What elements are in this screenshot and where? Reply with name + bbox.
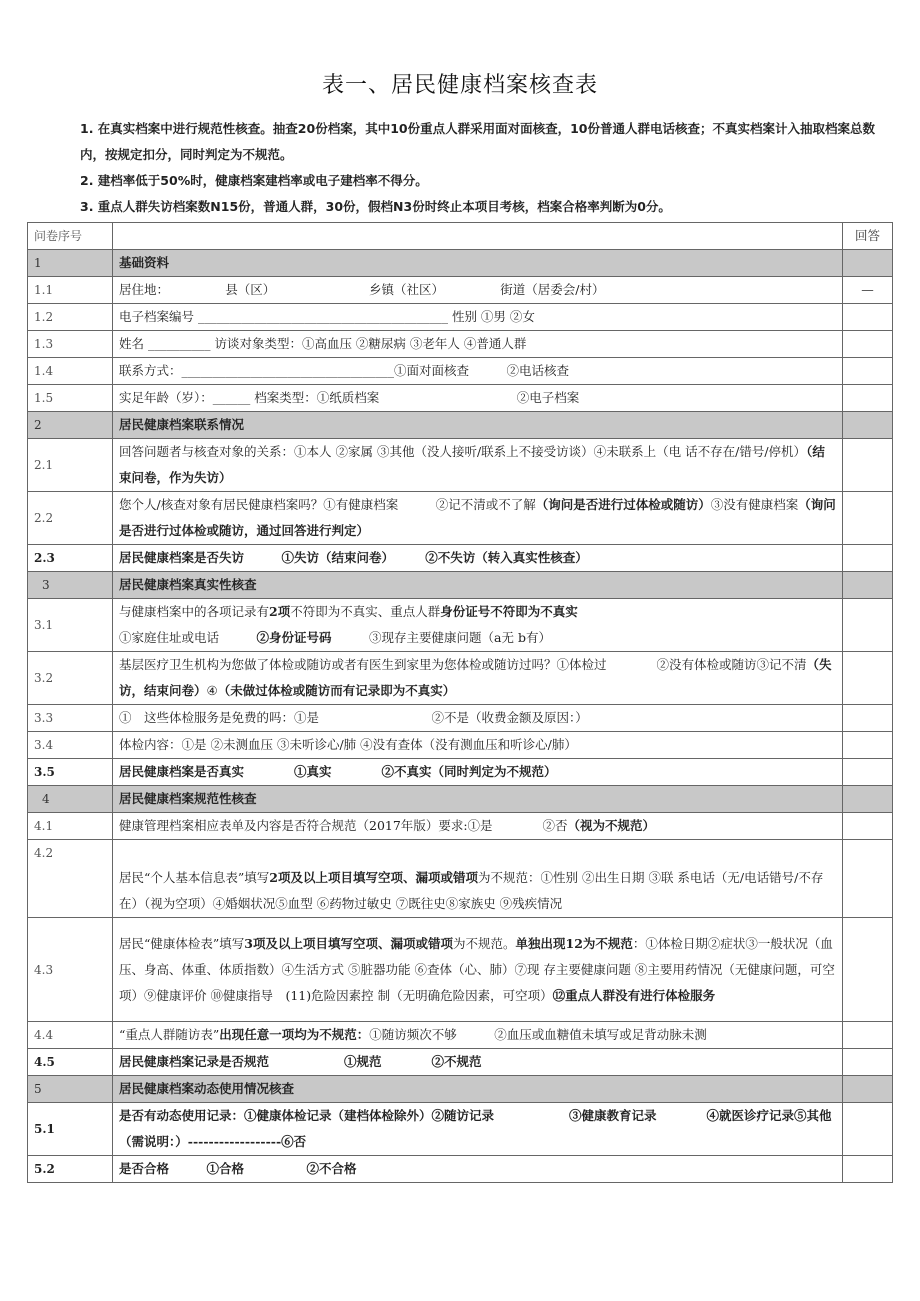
row-question: 健康管理档案相应表单及内容是否符合规范（2017年版）要求:①是 ②否（视为不规范） (113, 813, 843, 840)
row-number: 2.2 (28, 492, 113, 545)
table-row (28, 277, 893, 304)
answer-cell[interactable] (843, 1156, 893, 1183)
row-number: 2.1 (28, 439, 113, 492)
answer-cell[interactable]: — (843, 277, 893, 304)
row-number: 1.1 (28, 277, 113, 304)
row-question: 居民健康档案是否失访 ①失访（结束问卷） ②不失访（转入真实性核查） (113, 545, 843, 572)
row-number: 2 (28, 412, 113, 439)
row-question: 您个人/核查对象有居民健康档案吗？①有健康档案 ②记不清或不了解（询问是否进行过体检或随访）③没有健康档案（询问是否进行过体检或随访，通过回答进行判定） (113, 492, 843, 545)
answer-cell[interactable] (843, 250, 893, 277)
answer-cell[interactable] (843, 492, 893, 545)
section-title: 居民健康档案真实性核查 (113, 572, 843, 599)
section-title: 居民健康档案联系情况 (113, 412, 843, 439)
row-question: 居民健康档案是否真实 ①真实 ②不真实（同时判定为不规范） (113, 759, 843, 786)
row-number: 3.2 (28, 652, 113, 705)
check-table (27, 222, 893, 1183)
row-question: 居民健康档案记录是否规范 ①规范 ②不规范 (113, 1049, 843, 1076)
answer-cell[interactable] (843, 840, 893, 918)
table-row (28, 358, 893, 385)
row-number: 4.4 (28, 1022, 113, 1049)
row-number: 4.1 (28, 813, 113, 840)
row-number: 1.2 (28, 304, 113, 331)
table-row (28, 652, 893, 705)
answer-cell[interactable] (843, 331, 893, 358)
intro-item-3: 3. 重点人群失访档案数N15份，普通人群，30份，假档N3份时终止本项目考核，档案合格率判断为0分。 (80, 199, 671, 214)
table-row (28, 331, 893, 358)
row-question: “重点人群随访表”出现任意一项均为不规范：①随访频次不够 ②血压或血糖值未填写或足背动脉未测 (113, 1022, 843, 1049)
row-number: 3.5 (28, 759, 113, 786)
answer-cell[interactable] (843, 439, 893, 492)
row-number: 1.5 (28, 385, 113, 412)
row-question: 联系方式：__________________________________①面对面核查 ②电话核查 (113, 358, 843, 385)
answer-cell[interactable] (843, 732, 893, 759)
table-row (28, 759, 893, 786)
table-row (28, 732, 893, 759)
section-title: 居民健康档案动态使用情况核查 (113, 1076, 843, 1103)
answer-cell[interactable] (843, 599, 893, 652)
answer-cell[interactable] (843, 1103, 893, 1156)
answer-cell[interactable] (843, 1076, 893, 1103)
section-row-2 (28, 412, 893, 439)
row-number: 1.3 (28, 331, 113, 358)
answer-cell[interactable] (843, 918, 893, 1022)
row-number: 1 (28, 250, 113, 277)
table-row (28, 918, 893, 1022)
table-row (28, 840, 893, 918)
answer-cell[interactable] (843, 572, 893, 599)
section-title: 基础资料 (113, 250, 843, 277)
row-number: 3.1 (28, 599, 113, 652)
row-number: 5 (28, 1076, 113, 1103)
header-col-answer: 回答 (843, 223, 893, 250)
section-row-4 (28, 786, 893, 813)
table-row (28, 1156, 893, 1183)
answer-cell[interactable] (843, 705, 893, 732)
section-row-3 (28, 572, 893, 599)
header-col-content (113, 223, 843, 250)
row-number: 1.4 (28, 358, 113, 385)
row-question: 电子档案编号 ________________________________________ 性别 ①男 ②女 (113, 304, 843, 331)
answer-cell[interactable] (843, 358, 893, 385)
row-question: 姓名 __________ 访谈对象类型：①高血压 ②糖尿病 ③老年人 ④普通人群 (113, 331, 843, 358)
section-title: 居民健康档案规范性核查 (113, 786, 843, 813)
row-question: 体检内容：①是 ②未测血压 ③未听诊心/肺 ④没有查体（没有测血压和听诊心/肺） (113, 732, 843, 759)
answer-cell[interactable] (843, 1049, 893, 1076)
answer-cell[interactable] (843, 545, 893, 572)
table-row (28, 599, 893, 652)
intro-item-1: 1. 在真实档案中进行规范性核查。抽查20份档案，其中10份重点人群采用面对面核查，10份普通人群电话核查；不真实档案计入抽取档案总数内，按规定扣分，同时判定为不规范。 (80, 121, 875, 162)
answer-cell[interactable] (843, 759, 893, 786)
row-question: 基层医疗卫生机构为您做了体检或随访或者有医生到家里为您体检或随访过吗？①体检过 ②没有体检或随访③记不清（失访，结束问卷）④（未做过体检或随访而有记录即为不真实） (113, 652, 843, 705)
row-question: 居民“健康体检表”填写3项及以上项目填写空项、漏项或错项为不规范。单独出现12为不规范：①体检日期②症状③一般状况（血压、身高、体重、体质指数）④生活方式 ⑤脏器功能 ⑥查体（心、肺）⑦现 存主要健康问题 ⑧主要用药情况（无健康问题，可空项）⑨健康评价 ⑩健康指导 (11)危险因素控 制（无明确危险因素，可空项）⑫重点人群没有进行体检服务 (113, 918, 843, 1022)
row-question: 居住地： 县（区） 乡镇（社区） 街道（居委会/村） (113, 277, 843, 304)
answer-cell[interactable] (843, 385, 893, 412)
table-header-row (28, 223, 893, 250)
row-number: 5.1 (28, 1103, 113, 1156)
section-row-1 (28, 250, 893, 277)
header-col-number: 问卷序号 (28, 223, 113, 250)
table-row (28, 1022, 893, 1049)
table-row (28, 304, 893, 331)
row-number: 5.2 (28, 1156, 113, 1183)
row-question: 回答问题者与核查对象的关系：①本人 ②家属 ③其他（没人接听/联系上不接受访谈）④未联系上（电 话不存在/错号/停机）（结束问卷，作为失访） (113, 439, 843, 492)
answer-cell[interactable] (843, 813, 893, 840)
answer-cell[interactable] (843, 412, 893, 439)
row-number: 3.4 (28, 732, 113, 759)
row-number: 4.5 (28, 1049, 113, 1076)
table-row (28, 439, 893, 492)
answer-cell[interactable] (843, 652, 893, 705)
row-question: 居民“个人基本信息表”填写2项及以上项目填写空项、漏项或错项为不规范：①性别 ②出生日期 ③联 系电话（无/电话错号/不存在）（视为空项）④婚姻状况⑤血型 ⑥药物过敏史 ⑦既往史⑧家族史 ⑨残疾情况 (113, 840, 843, 918)
table-row (28, 813, 893, 840)
row-question: 是否有动态使用记录：①健康体检记录（建档体检除外）②随访记录 ③健康教育记录 ④就医诊疗记录⑤其他（需说明：）------------------⑥否 (113, 1103, 843, 1156)
row-number: 3 (28, 572, 113, 599)
row-number: 4.2 (28, 840, 113, 918)
table-row (28, 705, 893, 732)
answer-cell[interactable] (843, 1022, 893, 1049)
row-question: 实足年龄（岁）：______ 档案类型：①纸质档案 ②电子档案 (113, 385, 843, 412)
row-question: 是否合格 ①合格 ②不合格 (113, 1156, 843, 1183)
table-row (28, 492, 893, 545)
answer-cell[interactable] (843, 304, 893, 331)
table-row (28, 1049, 893, 1076)
answer-cell[interactable] (843, 786, 893, 813)
row-question: 与健康档案中的各项记录有2项不符即为不真实、重点人群身份证号不符即为不真实 ①家庭住址或电话 ②身份证号码 ③现存主要健康问题（a无 b有） (113, 599, 843, 652)
row-question: ① 这些体检服务是免费的吗：①是 ②不是（收费金额及原因：） (113, 705, 843, 732)
table-row (28, 545, 893, 572)
row-number: 4 (28, 786, 113, 813)
section-row-5 (28, 1076, 893, 1103)
page-title: 表一、居民健康档案核查表 (321, 73, 598, 98)
row-number: 2.3 (28, 545, 113, 572)
table-row (28, 385, 893, 412)
table-row (28, 1103, 893, 1156)
intro-item-2: 2. 建档率低于50%时，健康档案建档率或电子建档率不得分。 (80, 173, 428, 188)
row-number: 3.3 (28, 705, 113, 732)
row-number: 4.3 (28, 918, 113, 1022)
